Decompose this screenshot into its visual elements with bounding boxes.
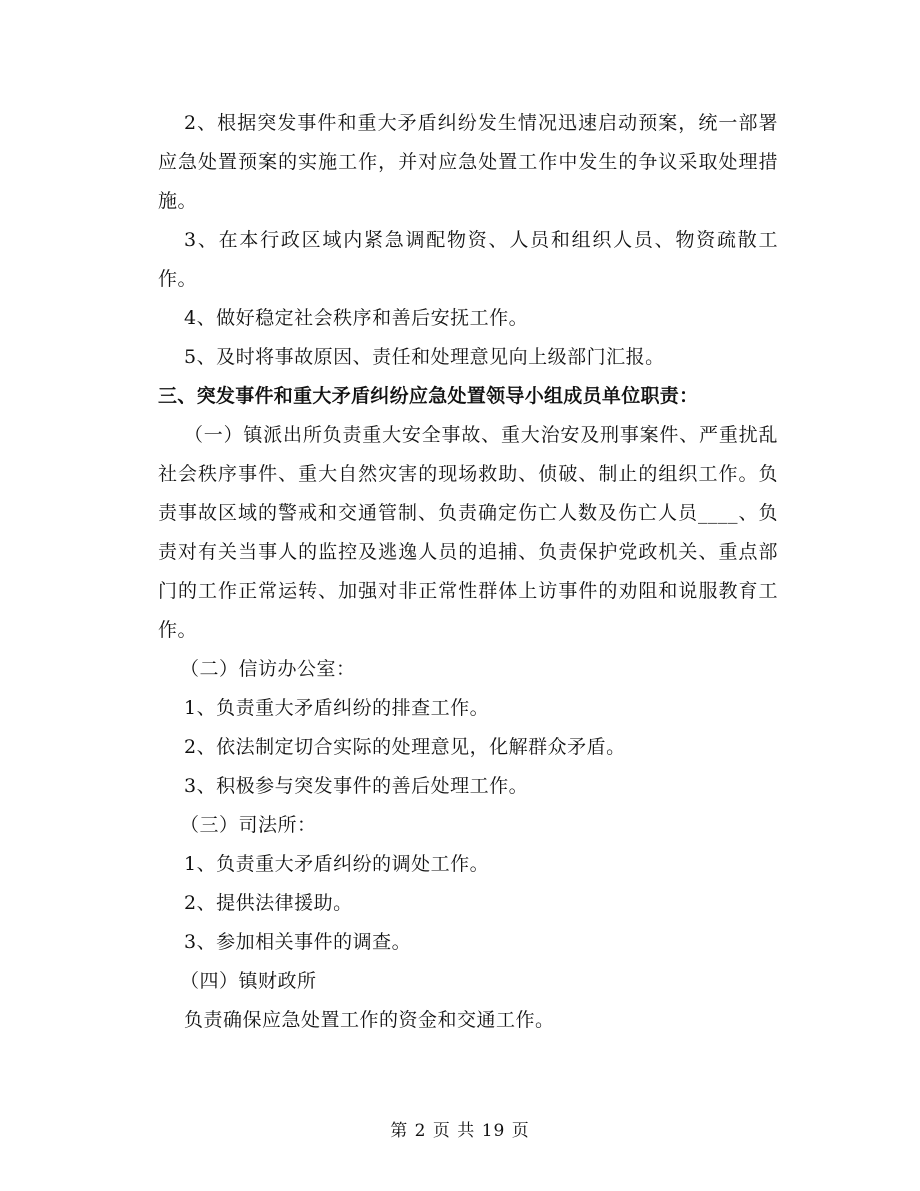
paragraph-item-2: 2、根据突发事件和重大矛盾纠纷发生情况迅速启动预案，统一部署应急处置预案的实施工作，并对应急处置工作中发生的争议采取处理措施。 [158,112,778,212]
paragraph-petition-2: 2、依法制定切合实际的处理意见，化解群众矛盾。 [184,736,626,758]
paragraph-finance-1: 负责确保应急处置工作的资金和交通工作。 [184,1009,555,1031]
section-heading-3: 三、突发事件和重大矛盾纠纷应急处置领导小组成员单位职责： [158,385,699,407]
paragraph-item-5: 5、及时将事故原因、责任和处理意见向上级部门汇报。 [184,346,665,368]
document-body [158,104,778,1040]
paragraph-judicial-2: 2、提供法律援助。 [184,892,353,914]
page-footer [0,1116,920,1141]
paragraph-judicial-1: 1、负责重大矛盾纠纷的调处工作。 [184,853,490,875]
subheading-finance-office: （四）镇财政所 [180,970,317,992]
paragraph-item-3: 3、在本行政区域内紧急调配物资、人员和组织人员、物资疏散工作。 [158,229,778,290]
subheading-petition-office: （二）信访办公室： [180,658,356,680]
paragraph-petition-1: 1、负责重大矛盾纠纷的排查工作。 [184,697,490,719]
paragraph-judicial-3: 3、参加相关事件的调查。 [184,931,412,953]
paragraph-police-duties: （一）镇派出所负责重大安全事故、重大治安及刑事案件、严重扰乱社会秩序事件、重大自然灾害的现场救助、侦破、制止的组织工作。负责事故区域的警戒和交通管制、负责确定伤亡人数及伤亡人员____、负责对有关当事人的监控及逃逸人员的追捕、负责保护党政机关、重点部门的工作正常运转、加强对非正常性群体上访事件的劝阻和说服教育工作。 [158,424,778,641]
paragraph-petition-3: 3、积极参与突发事件的善后处理工作。 [184,775,529,797]
page-number-label: 第 2 页 共 19 页 [390,1121,530,1141]
paragraph-item-4: 4、做好稳定社会秩序和善后安抚工作。 [184,307,529,329]
subheading-judicial-office: （三）司法所： [180,814,317,836]
